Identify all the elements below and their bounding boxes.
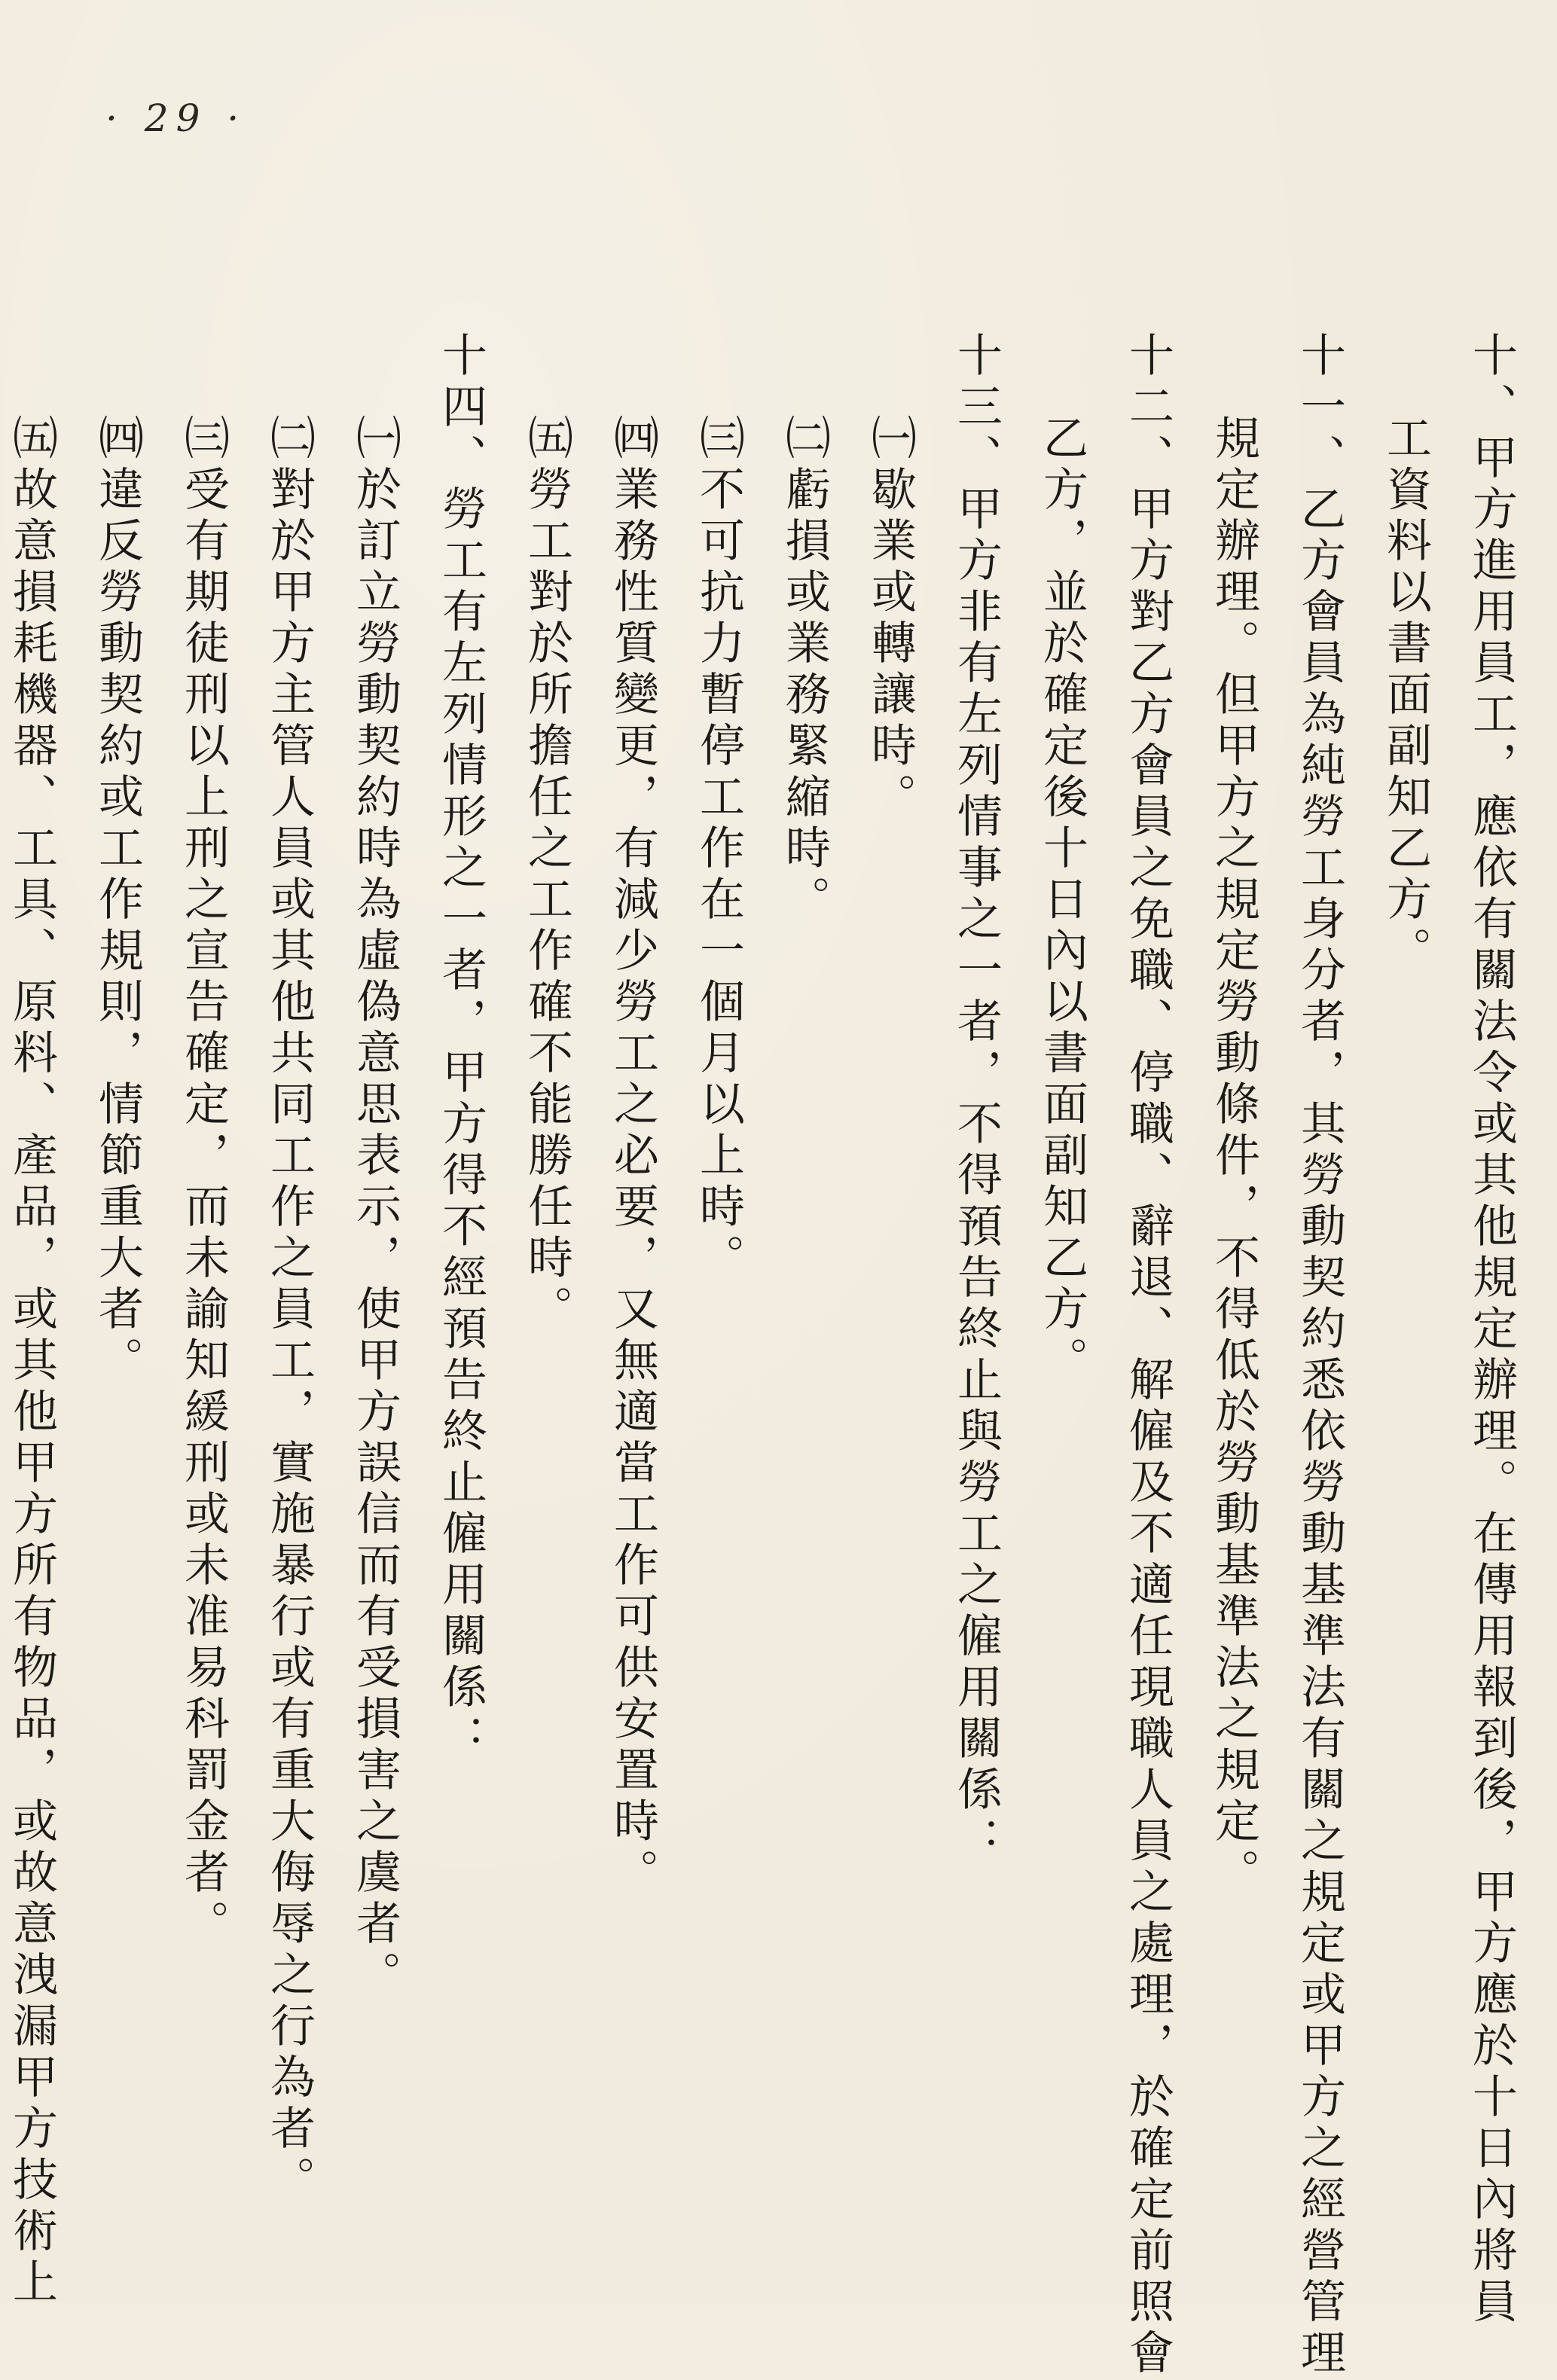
body-text (0, 331, 1534, 2380)
text-line: ㈡對於甲方主管人員或其他共同工作之員工，實施暴行或有重大侮辱之行為者。 (263, 414, 316, 2207)
text-line: ㈠於訂立勞動契約時為虛偽意思表示，使甲方誤信而有受損害之虞者。 (349, 414, 401, 2002)
text-line: 十四、勞工有左列情形之一者，甲方得不經預告終止僱用關係： (435, 331, 487, 1765)
text-line: 十三、甲方非有左列情事之一者，不得預告終止與勞工之僱用關係： (950, 331, 1003, 1868)
text-line: 十一、乙方會員為純勞工身分者，其勞動契約悉依勞動基準法有關之規定或甲方之經營管理 (1293, 331, 1346, 2380)
page-number: · 29 · (105, 96, 247, 140)
text-line: ㈤勞工對於所擔任之工作確不能勝任時。 (521, 414, 573, 1336)
text-line: ㈣業務性質變更，有減少勞工之必要，又無適當工作可供安置時。 (606, 414, 659, 1899)
text-line: ㈤故意損耗機器、工具、原料、產品，或其他甲方所有物品，或故意洩漏甲方技術上 (5, 414, 58, 2309)
text-line: 規定辦理。但甲方之規定勞動條件，不得低於勞動基準法之規定。 (1207, 414, 1260, 1899)
text-line: 十、甲方進用員工，應依有關法令或其他規定辦理。在傳用報到後，甲方應於十日內將員 (1465, 331, 1518, 2329)
text-line: 十二、甲方對乙方會員之免職、停職、辭退、解僱及不適任現職人員之處理，於確定前照會 (1122, 331, 1174, 2380)
text-line: 乙方，並於確定後十日內以書面副知乙方。 (1036, 414, 1088, 1387)
text-line: ㈡虧損或業務緊縮時。 (778, 414, 831, 926)
text-line: 工資料以書面副知乙方。 (1379, 414, 1432, 978)
text-line: ㈢受有期徒刑以上刑之宣告確定，而未諭知緩刑或未准易科罰金者。 (177, 414, 230, 1951)
text-line: ㈢不可抗力暫停工作在一個月以上時。 (692, 414, 745, 1285)
text-line: ㈣違反勞動契約或工作規則，情節重大者。 (91, 414, 144, 1387)
text-line: ㈠歇業或轉讓時。 (864, 414, 917, 824)
